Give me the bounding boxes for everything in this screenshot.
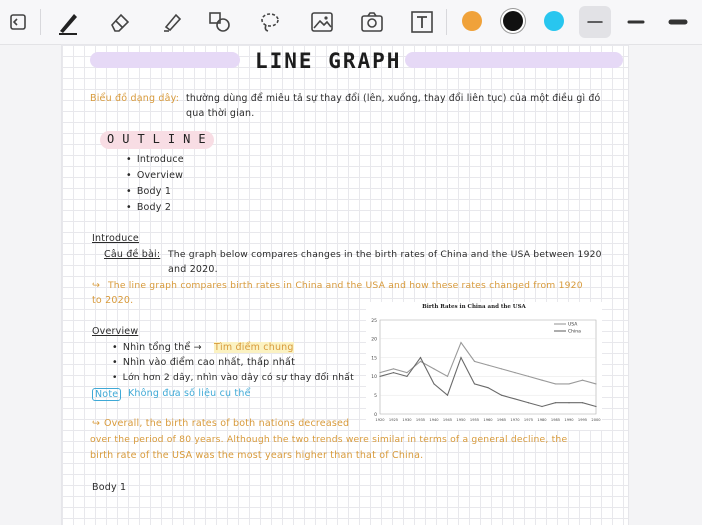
data-point-usa [487,365,488,366]
overview-item: • Lớn hơn 2 dây, nhìn vào dây có sự thay đổi nhất [112,372,354,383]
page-title: LINE GRAPH [255,49,402,73]
shapes-icon[interactable] [204,6,236,38]
data-point-china [568,402,569,403]
text-icon[interactable] [406,6,438,38]
medium-stroke-button[interactable] [620,6,652,38]
prompt-text: The graph below compares changes in the birth rates of China and the USA between 1920 [168,249,602,260]
y-tick-label: 15 [371,356,377,362]
thick-stroke-button[interactable] [662,6,694,38]
x-tick-label: 1980 [537,418,547,422]
introduce-heading: Introduce [92,233,139,244]
x-tick-label: 2000 [591,418,601,422]
page-sidebar-icon[interactable] [2,6,34,38]
y-tick-label: 20 [371,337,377,343]
data-point-usa [541,380,542,381]
x-tick-label: 1965 [496,418,507,422]
x-tick-label: 1945 [442,418,453,422]
data-point-usa [568,383,569,384]
overview-heading: Overview [92,326,139,337]
overview-item: • Nhìn tổng thể → [112,342,202,353]
x-tick-label: 1955 [469,418,480,422]
outline-heading: OUTLINE [107,132,214,146]
data-point-usa [514,372,515,373]
black-color-swatch[interactable] [503,11,523,31]
overview-highlight: Tìm điểm chung [214,342,294,353]
x-tick-label: 1960 [483,418,493,422]
definition-text: thường dùng để miêu tả sự thay đổi (lên, xuống, thay đổi liên tục) của một điều gì đó [186,93,601,104]
outline-item: • Body 1 [126,186,171,197]
prompt-label: Câu đề bài: [104,249,161,260]
birth-rate-line-chart [366,302,602,430]
eraser-icon[interactable] [104,6,136,38]
data-point-china [541,406,542,407]
data-point-china [433,383,434,384]
data-point-usa [555,383,556,384]
x-tick-label: 1930 [402,418,412,422]
thin-stroke-button[interactable] [579,6,611,38]
toolbar [0,0,702,45]
data-point-china [487,387,488,388]
overview-answer-cont: over the period of 80 years. Although the two trends were similar in terms of a general decline, the [90,434,568,445]
overview-answer: Overall, the birth rates of both nations decreased [104,418,350,429]
definition-text-cont: qua thời gian. [186,108,255,119]
x-tick-label: 1985 [550,418,561,422]
data-point-usa [379,372,380,373]
y-tick-label: 25 [371,318,377,324]
data-point-usa [447,376,448,377]
data-point-china [474,383,475,384]
data-point-china [406,376,407,377]
title-decoration [90,52,240,68]
y-tick-label: 10 [371,375,377,381]
body1-heading: Body 1 [92,482,127,493]
data-point-china [379,376,380,377]
legend-label-usa: USA [568,322,578,328]
data-point-china [582,402,583,403]
data-point-usa [433,368,434,369]
divider [446,9,447,35]
highlighter-icon[interactable] [156,6,188,38]
arrow-icon: ↪ [92,418,101,429]
x-tick-label: 1975 [523,418,534,422]
y-tick-label: 0 [374,412,377,418]
orange-color-swatch[interactable] [462,11,482,31]
data-point-china [514,398,515,399]
legend-label-china: China [568,329,581,335]
chart-title: Birth Rates in China and the USA [422,304,526,310]
x-tick-label: 1970 [510,418,520,422]
data-point-usa [501,368,502,369]
data-point-china [393,372,394,373]
data-point-china [447,395,448,396]
data-point-usa [460,342,461,343]
data-point-china [555,402,556,403]
definition-label: Biểu đồ dạng dây: [90,93,180,104]
lasso-icon[interactable] [254,6,286,38]
data-point-china [501,395,502,396]
prompt-text-cont: and 2020. [168,264,218,275]
y-tick-label: 5 [374,394,377,399]
note-text: Không đưa số liệu cụ thể [128,388,251,399]
x-tick-label: 1990 [564,418,574,422]
chart-background [366,302,602,430]
outline-item: • Overview [126,170,183,181]
x-tick-label: 1995 [577,418,588,422]
outline-item: • Introduce [126,154,184,165]
data-point-china [420,357,421,358]
camera-icon[interactable] [356,6,388,38]
x-tick-label: 1925 [388,418,399,422]
overview-answer-cont: birth rate of the USA was the most years higher than that of China. [90,450,424,461]
data-point-usa [595,383,596,384]
data-point-usa [393,368,394,369]
data-point-usa [528,376,529,377]
x-tick-label: 1950 [456,418,466,422]
outline-item: • Body 2 [126,202,171,213]
paraphrase-text: The line graph compares birth rates in China and the USA and how these rates changed from 1920 [108,280,583,291]
arrow-icon: ↪ [92,280,101,291]
data-point-usa [420,361,421,362]
note-tag: Note [92,388,121,401]
data-point-china [528,402,529,403]
pen-icon[interactable] [52,6,84,38]
data-point-china [460,357,461,358]
x-tick-label: 1940 [429,418,439,422]
overview-item: • Nhìn vào điểm cao nhất, thấp nhất [112,357,295,368]
data-point-usa [582,380,583,381]
cyan-color-swatch[interactable] [544,11,564,31]
image-icon[interactable] [306,6,338,38]
divider [40,9,41,35]
title-decoration [405,52,623,68]
data-point-usa [406,372,407,373]
data-point-usa [474,361,475,362]
data-point-china [595,406,596,407]
x-tick-label: 1935 [415,418,426,422]
x-tick-label: 1920 [375,418,385,422]
paraphrase-text-cont: to 2020. [92,295,134,306]
